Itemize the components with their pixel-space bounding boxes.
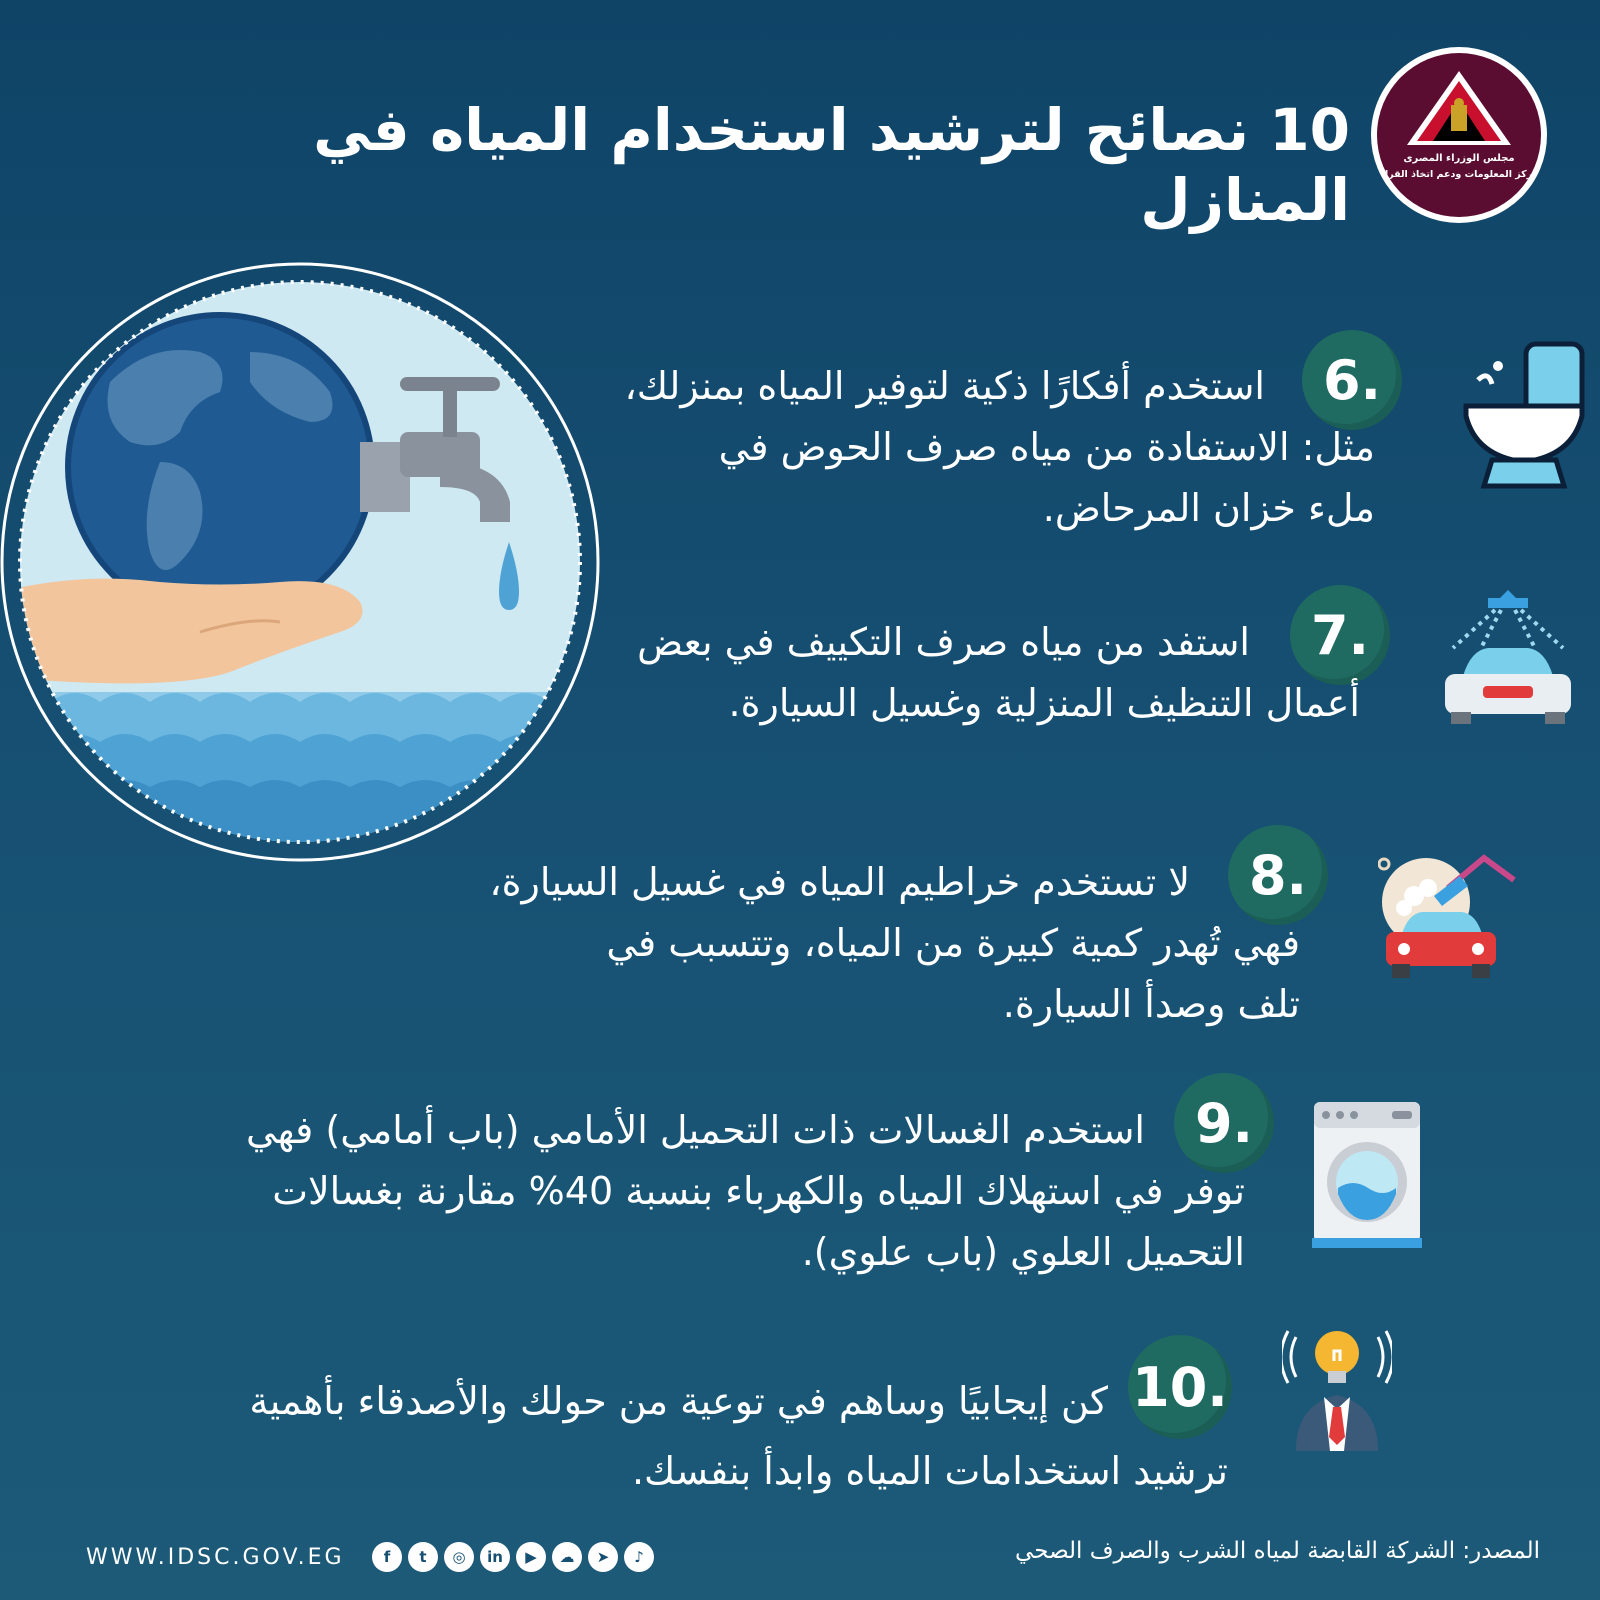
tip-6-line-2: مثل: الاستفادة من مياه صرف الحوض في bbox=[718, 425, 1375, 469]
toilet-icon bbox=[1458, 340, 1588, 490]
telegram-icon[interactable]: ➤ bbox=[588, 1542, 618, 1572]
tip-8-line-3: تلف وصدأ السيارة. bbox=[1002, 982, 1300, 1026]
car-wash-icon bbox=[1433, 586, 1583, 736]
tip-6-text bbox=[555, 356, 1375, 539]
source-text: المصدر: الشركة القابضة لمياه الشرب والصرف الصحي bbox=[1015, 1538, 1540, 1564]
social-icons bbox=[372, 1542, 654, 1572]
tip-6-line-3: ملء خزان المرحاض. bbox=[1042, 486, 1375, 530]
twitter-icon[interactable]: t bbox=[408, 1542, 438, 1572]
tip-7-line-2: أعمال التنظيف المنزلية وغسيل السيارة. bbox=[728, 681, 1360, 725]
website-link[interactable]: WWW.IDSC.GOV.EG bbox=[86, 1545, 345, 1570]
tip-9-badge: 9. bbox=[1174, 1073, 1274, 1173]
instagram-icon[interactable]: ◎ bbox=[444, 1542, 474, 1572]
tiktok-icon[interactable]: ♪ bbox=[624, 1542, 654, 1572]
tip-8-text bbox=[450, 852, 1300, 1035]
facebook-icon[interactable]: f bbox=[372, 1542, 402, 1572]
tip-8-line-1: لا تستخدم خراطيم المياه في غسيل السيارة، bbox=[489, 860, 1190, 904]
tip-8-badge: 8. bbox=[1228, 825, 1328, 925]
tip-6-badge: 6. bbox=[1302, 330, 1402, 430]
hose-car-icon bbox=[1378, 848, 1528, 988]
tip-7-text bbox=[580, 612, 1360, 734]
tip-6-line-1: استخدم أفكارًا ذكية لتوفير المياه بمنزلك، bbox=[624, 364, 1265, 408]
idsc-logo bbox=[1371, 47, 1547, 223]
tip-9-line-3: التحميل العلوي (باب علوي). bbox=[801, 1230, 1245, 1274]
tip-9-line-2: توفر في استهلاك المياه والكهرباء بنسبة 40% مقارنة بغسالات bbox=[272, 1169, 1245, 1213]
tip-9-text bbox=[145, 1100, 1245, 1283]
tip-8-line-2: فهي تُهدر كمية كبيرة من المياه، وتتسبب في bbox=[606, 921, 1300, 965]
tip-7-badge: 7. bbox=[1290, 585, 1390, 685]
youtube-icon[interactable]: ▶ bbox=[516, 1542, 546, 1572]
tip-10-line-2: ترشيد استخدامات المياه وابدأ بنفسك. bbox=[631, 1449, 1228, 1493]
egypt-eagle-emblem-icon bbox=[1377, 53, 1541, 217]
page-title: 10 نصائح لترشيد استخدام المياه في المنازل bbox=[313, 96, 1350, 234]
idea-person-icon bbox=[1282, 1323, 1392, 1453]
logo-line-1: مجلس الوزراء المصرى bbox=[1403, 153, 1515, 164]
tip-9-line-1: استخدم الغسالات ذات التحميل الأمامي (باب أمامي) فهي bbox=[245, 1108, 1145, 1152]
logo-line-2: مركز المعلومات ودعم اتخاذ القرار bbox=[1379, 169, 1539, 180]
washing-machine-icon bbox=[1312, 1100, 1422, 1250]
tip-10-line-1: كن إيجابيًا وساهم في توعية من حولك والأصدقاء بأهمية bbox=[249, 1379, 1108, 1423]
soundcloud-icon[interactable]: ☁ bbox=[552, 1542, 582, 1572]
tip-10-badge: 10. bbox=[1128, 1335, 1232, 1439]
tip-7-line-1: استفد من مياه صرف التكييف في بعض bbox=[637, 620, 1250, 664]
linkedin-icon[interactable]: in bbox=[480, 1542, 510, 1572]
tip-10-text bbox=[128, 1366, 1228, 1506]
globe-tap-illustration bbox=[0, 262, 610, 872]
